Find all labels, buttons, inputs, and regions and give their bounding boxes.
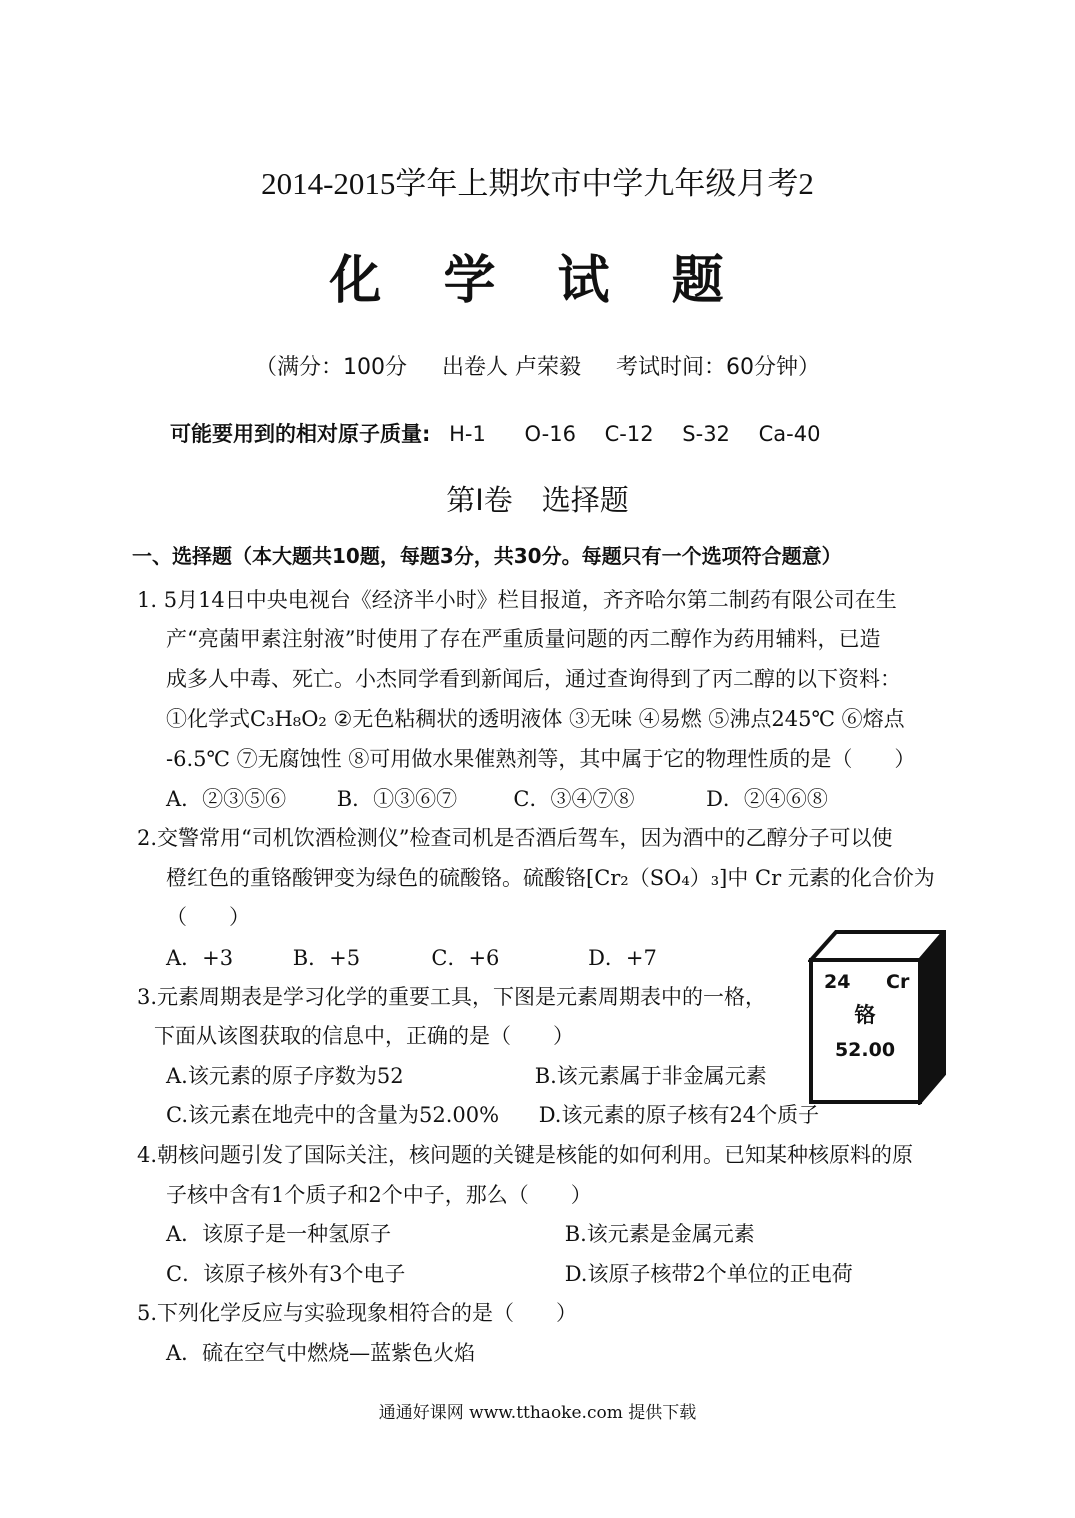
atomic-masses-label: 可能要用到的相对原子质量: [170, 422, 431, 446]
question-1-options [166, 783, 828, 813]
element-name: 铬 [854, 1003, 876, 1027]
option-b: B.该元素属于非金属元素 [534, 1064, 767, 1088]
question-2-options [166, 942, 657, 972]
element-cell-figure [808, 930, 946, 1105]
atomic-mass-value: S-32 [682, 422, 730, 446]
question-1-line: 1. 5月14日中央电视台《经济半小时》栏目报道，齐齐哈尔第二制药有限公司在生 [137, 588, 897, 612]
option-a: A．硫在空气中燃烧—蓝紫色火焰 [166, 1341, 476, 1365]
option-b: B．①③⑥⑦ [336, 787, 458, 811]
question-5-line: 5.下列化学反应与实验现象相符合的是（ ） [137, 1301, 578, 1325]
question-3-line: 3.元素周期表是学习化学的重要工具，下图是元素周期表中的一格， [137, 985, 767, 1009]
question-3-options-row-1 [166, 1060, 767, 1090]
option-d: D．②④⑥⑧ [706, 787, 828, 811]
question-4-line: 子核中含有1个质子和2个中子，那么（ ） [166, 1183, 592, 1207]
question-1-line: 产“亮菌甲素注射液”时使用了存在严重质量问题的丙二醇作为药用辅料，已造 [166, 627, 881, 651]
option-c: C．③④⑦⑧ [513, 787, 635, 811]
exam-time: 考试时间：60分钟） [616, 355, 820, 380]
atomic-masses [170, 418, 820, 448]
option-d: D.该原子核带2个单位的正电荷 [564, 1262, 853, 1286]
question-1-line: -6.5℃ ⑦无腐蚀性 ⑧可用做水果催熟剂等，其中属于它的物理性质的是（ ） [166, 747, 916, 771]
part-heading: 一、选择题（本大题共10题，每题3分，共30分。每题只有一个选项符合题意） [132, 544, 842, 568]
option-a: A．+3 [166, 946, 234, 970]
option-a: A.该元素的原子序数为52 [166, 1064, 404, 1088]
option-a: A．②③⑤⑥ [166, 787, 287, 811]
question-1-line: ①化学式C₃H₈O₂ ②无色粘稠状的透明液体 ③无味 ④易燃 ⑤沸点245℃ ⑥熔点 [166, 707, 905, 731]
question-2-line: 2.交警常用“司机饮酒检测仪”检查司机是否酒后驾车，因为酒中的乙醇分子可以使 [137, 826, 893, 850]
author: 出卷人 卢荣毅 [442, 355, 581, 380]
footer-text: 通通好课网 www.tthaoke.com 提供下载 [378, 1403, 697, 1423]
exam-meta [0, 350, 1075, 381]
page-title: 化 学 试 题 [329, 251, 746, 311]
question-2-line: （ ） [166, 905, 250, 929]
question-2-line: 橙红色的重铬酸钾变为绿色的硫酸铬。硫酸铬[Cr₂（SO₄）₃]中 Cr 元素的化合价为 [166, 866, 935, 890]
element-symbol: Cr [886, 971, 910, 993]
option-d: D．+7 [588, 946, 657, 970]
question-4-options-row-1 [166, 1218, 755, 1248]
option-b: B．+5 [292, 946, 361, 970]
atomic-mass-value: O-16 [524, 422, 576, 446]
atomic-mass-value: C-12 [604, 422, 654, 446]
question-3-options-row-2 [166, 1099, 819, 1129]
atomic-mass-value: Ca-40 [758, 422, 821, 446]
exam-header-line: 2014-2015学年上期坎市中学九年级月考2 [261, 166, 814, 201]
question-3-line: 下面从该图获取的信息中，正确的是（ ） [154, 1024, 574, 1048]
option-c: C.该元素在地壳中的含量为52.00% [166, 1103, 500, 1127]
section-title: 第Ⅰ卷 选择题 [446, 483, 629, 517]
question-1-line: 成多人中毒、死亡。小杰同学看到新闻后，通过查询得到了丙二醇的以下资料： [166, 667, 901, 691]
question-4-line: 4.朝核问题引发了国际关注，核问题的关键是核能的如何利用。已知某种核原料的原 [137, 1143, 914, 1167]
option-d: D.该元素的原子核有24个质子 [538, 1103, 820, 1127]
element-mass: 52.00 [834, 1039, 896, 1061]
element-number: 24 [824, 971, 851, 993]
option-c: C．+6 [431, 946, 500, 970]
option-a: A．该原子是一种氢原子 [166, 1222, 392, 1246]
full-score: （满分：100分 [255, 355, 407, 380]
question-4-options-row-2 [166, 1258, 853, 1288]
option-b: B.该元素是金属元素 [564, 1222, 755, 1246]
option-c: C．该原子核外有3个电子 [166, 1262, 406, 1286]
atomic-mass-value: H-1 [449, 422, 486, 446]
